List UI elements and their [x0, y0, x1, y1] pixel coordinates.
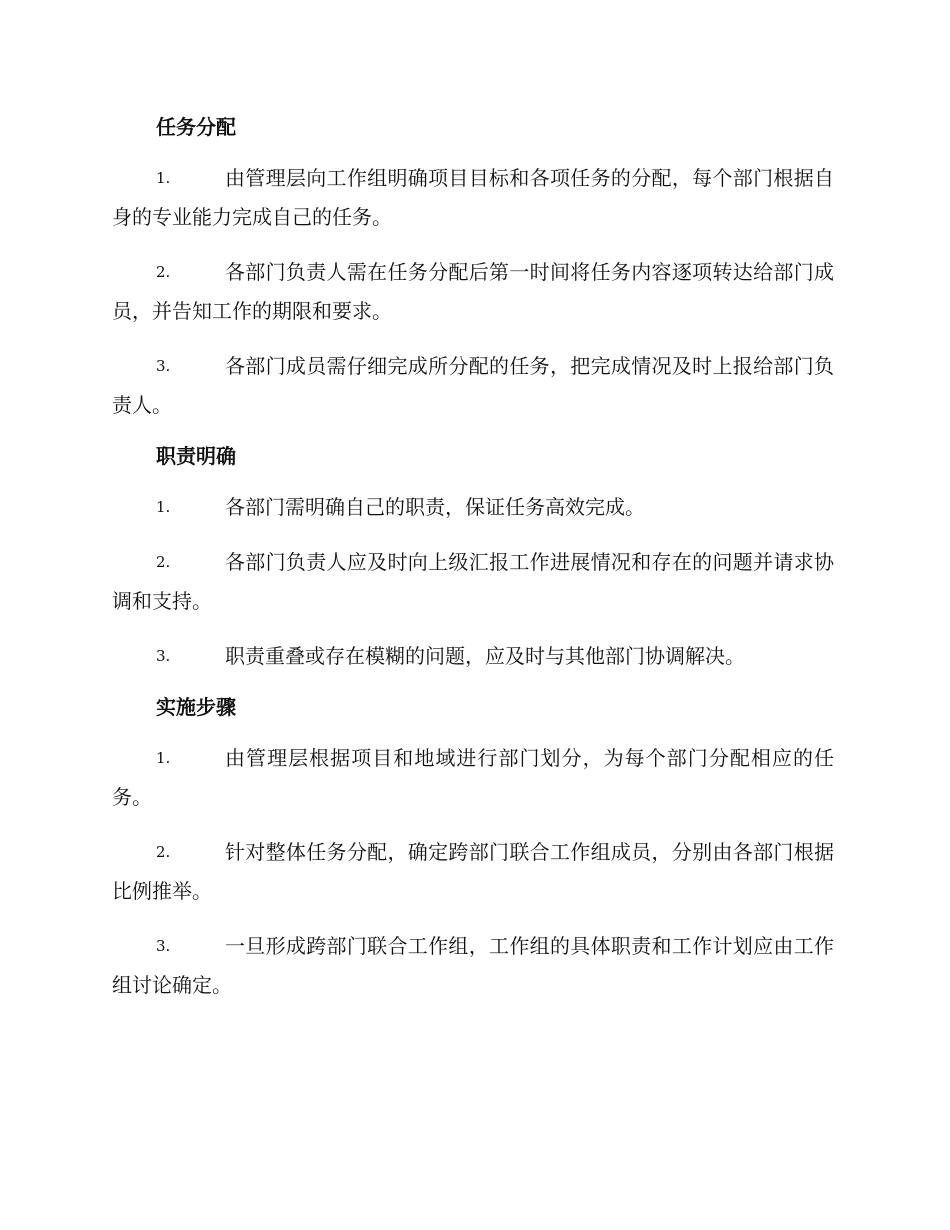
list-item	[112, 488, 834, 527]
section-heading: 实施步骤	[156, 695, 236, 719]
item-number: 1.	[156, 749, 171, 767]
item-number: 3.	[156, 937, 171, 955]
item-text: 各部门成员需仔细完成所分配的任务，把完成情况及时上报给部门负责人。	[112, 354, 834, 417]
item-text: 由管理层向工作组明确项目目标和各项任务的分配，每个部门根据自身的专业能力完成自己的任务。	[112, 166, 834, 229]
item-text: 由管理层根据项目和地域进行部门划分，为每个部门分配相应的任务。	[112, 746, 834, 809]
item-number: 2.	[156, 553, 171, 571]
section-responsibilities	[112, 441, 834, 676]
list-item	[112, 253, 834, 331]
section-heading: 职责明确	[156, 444, 236, 468]
item-number: 1.	[156, 498, 171, 516]
item-number: 2.	[156, 843, 171, 861]
list-item	[112, 833, 834, 911]
item-number: 3.	[156, 647, 171, 665]
list-item	[112, 927, 834, 1005]
list-item	[112, 347, 834, 425]
item-text: 职责重叠或存在模糊的问题，应及时与其他部门协调解决。	[225, 644, 745, 668]
section-implementation-steps	[112, 692, 834, 1005]
list-item	[112, 159, 834, 237]
item-number: 1.	[156, 169, 171, 187]
section-heading: 任务分配	[156, 115, 236, 139]
list-item	[112, 543, 834, 621]
list-item	[112, 637, 834, 676]
item-number: 2.	[156, 263, 171, 281]
document-page	[112, 112, 834, 1021]
item-text: 各部门负责人应及时向上级汇报工作进展情况和存在的问题并请求协调和支持。	[112, 550, 834, 613]
item-number: 3.	[156, 357, 171, 375]
section-task-assignment	[112, 112, 834, 425]
item-text: 各部门负责人需在任务分配后第一时间将任务内容逐项转达给部门成员，并告知工作的期限和要求。	[112, 260, 834, 323]
item-text: 针对整体任务分配，确定跨部门联合工作组成员，分别由各部门根据比例推举。	[112, 840, 834, 903]
list-item	[112, 739, 834, 817]
item-text: 一旦形成跨部门联合工作组，工作组的具体职责和工作计划应由工作组讨论确定。	[112, 934, 834, 997]
item-text: 各部门需明确自己的职责，保证任务高效完成。	[225, 495, 645, 519]
